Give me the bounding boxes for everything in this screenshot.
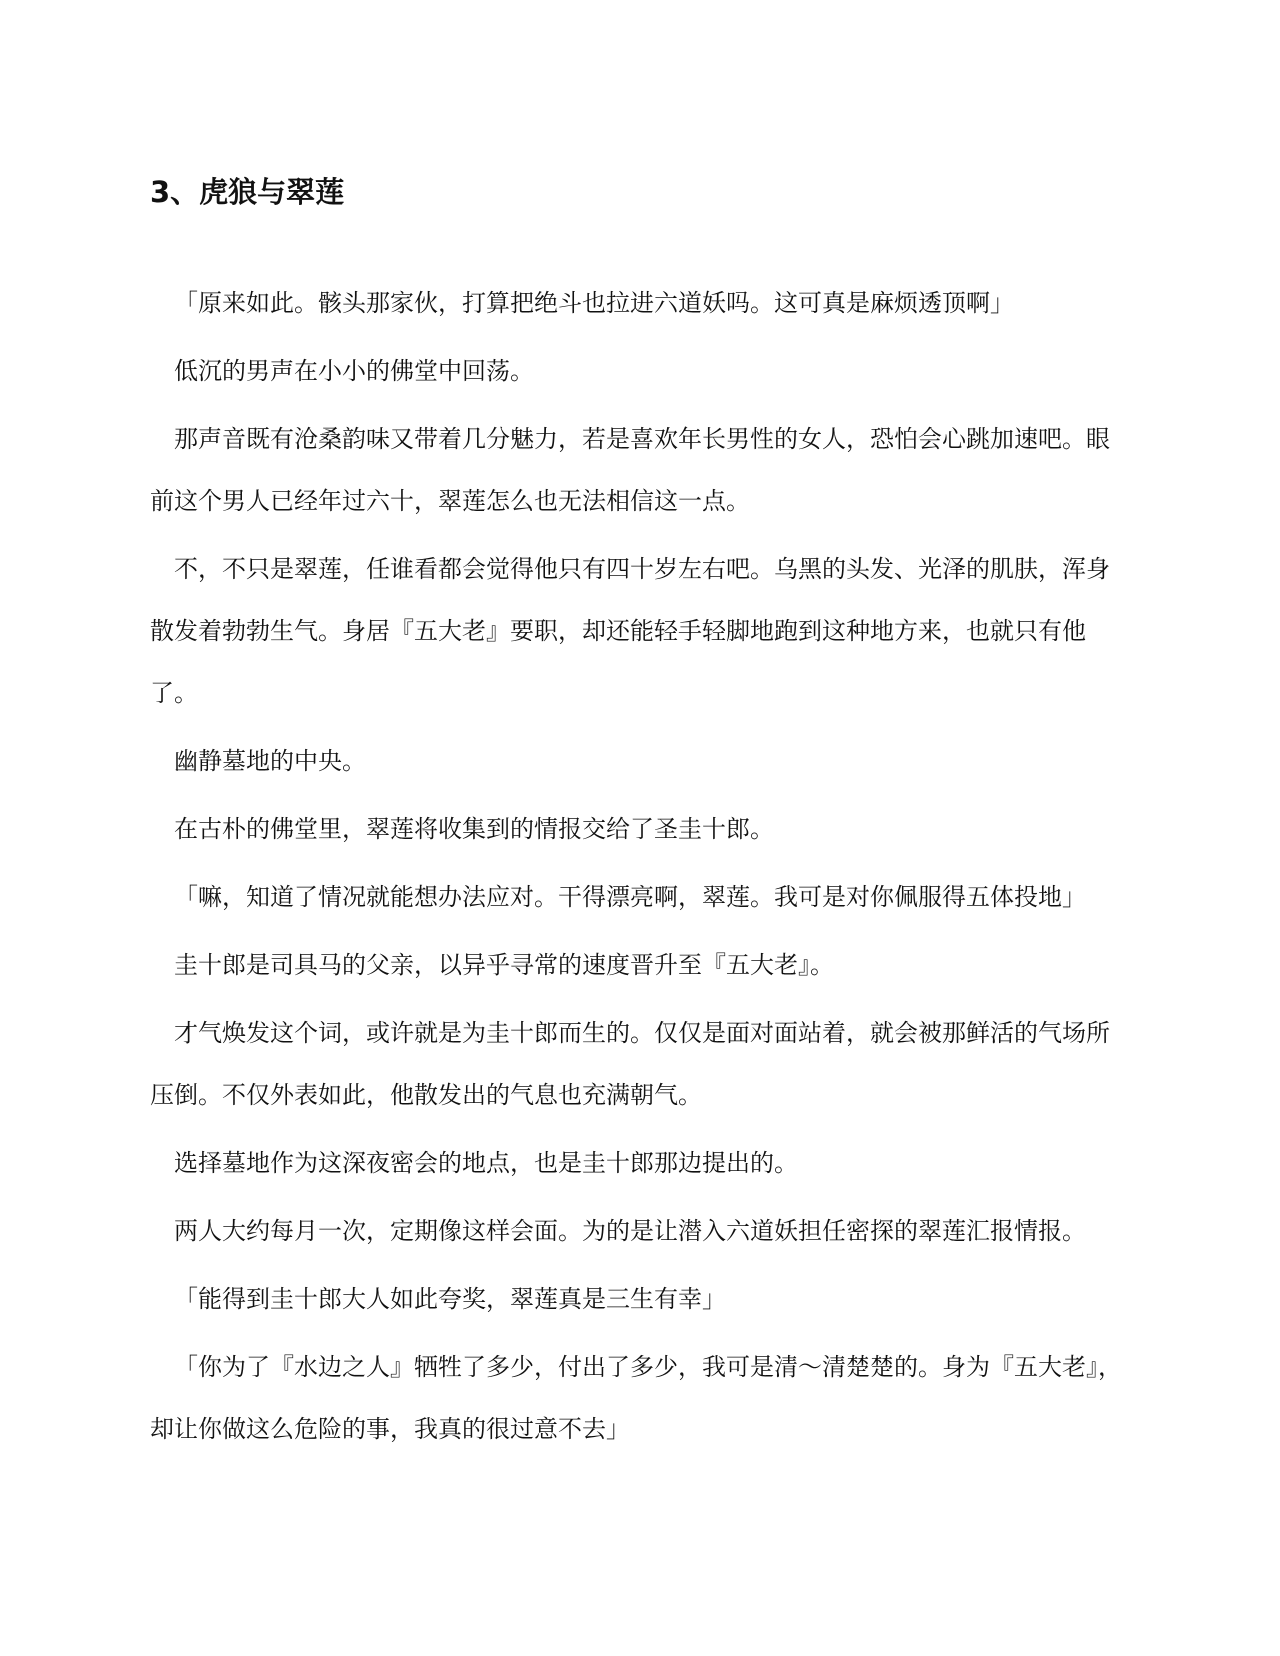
paragraph: 选择墓地作为这深夜密会的地点，也是圭十郎那边提出的。: [174, 1149, 798, 1177]
chapter-title: 3、虎狼与翠莲: [150, 175, 345, 209]
body-text: [150, 272, 1130, 1466]
paragraph: 幽静墓地的中央。: [174, 747, 366, 775]
paragraph: 「嘛，知道了情况就能想办法应对。干得漂亮啊，翠莲。我可是对你佩服得五体投地」: [174, 883, 1086, 911]
paragraph: 「你为了『水边之人』牺牲了多少，付出了多少，我可是清～清楚楚的。身为『五大老』，却让你做这么危险的事，我真的很过意不去」: [150, 1353, 1122, 1443]
paragraph: 「能得到圭十郎大人如此夸奖，翠莲真是三生有幸」: [174, 1285, 726, 1313]
paragraph: 在古朴的佛堂里，翠莲将收集到的情报交给了圣圭十郎。: [174, 815, 774, 843]
paragraph: 才气焕发这个词，或许就是为圭十郎而生的。仅仅是面对面站着，就会被那鲜活的气场所压倒。不仅外表如此，他散发出的气息也充满朝气。: [150, 1019, 1110, 1109]
paragraph: 不，不只是翠莲，任谁看都会觉得他只有四十岁左右吧。乌黑的头发、光泽的肌肤，浑身散发着勃勃生气。身居『五大老』要职，却还能轻手轻脚地跑到这种地方来，也就只有他了。: [150, 555, 1110, 707]
paragraph: 那声音既有沧桑韵味又带着几分魅力，若是喜欢年长男性的女人，恐怕会心跳加速吧。眼前这个男人已经年过六十，翠莲怎么也无法相信这一点。: [150, 425, 1110, 515]
paragraph: 两人大约每月一次，定期像这样会面。为的是让潜入六道妖担任密探的翠莲汇报情报。: [174, 1217, 1086, 1245]
paragraph: 圭十郎是司具马的父亲，以异乎寻常的速度晋升至『五大老』。: [174, 951, 834, 979]
paragraph: 「原来如此。骸头那家伙，打算把绝斗也拉进六道妖吗。这可真是麻烦透顶啊」: [174, 289, 1014, 317]
paragraph: 低沉的男声在小小的佛堂中回荡。: [174, 357, 534, 385]
